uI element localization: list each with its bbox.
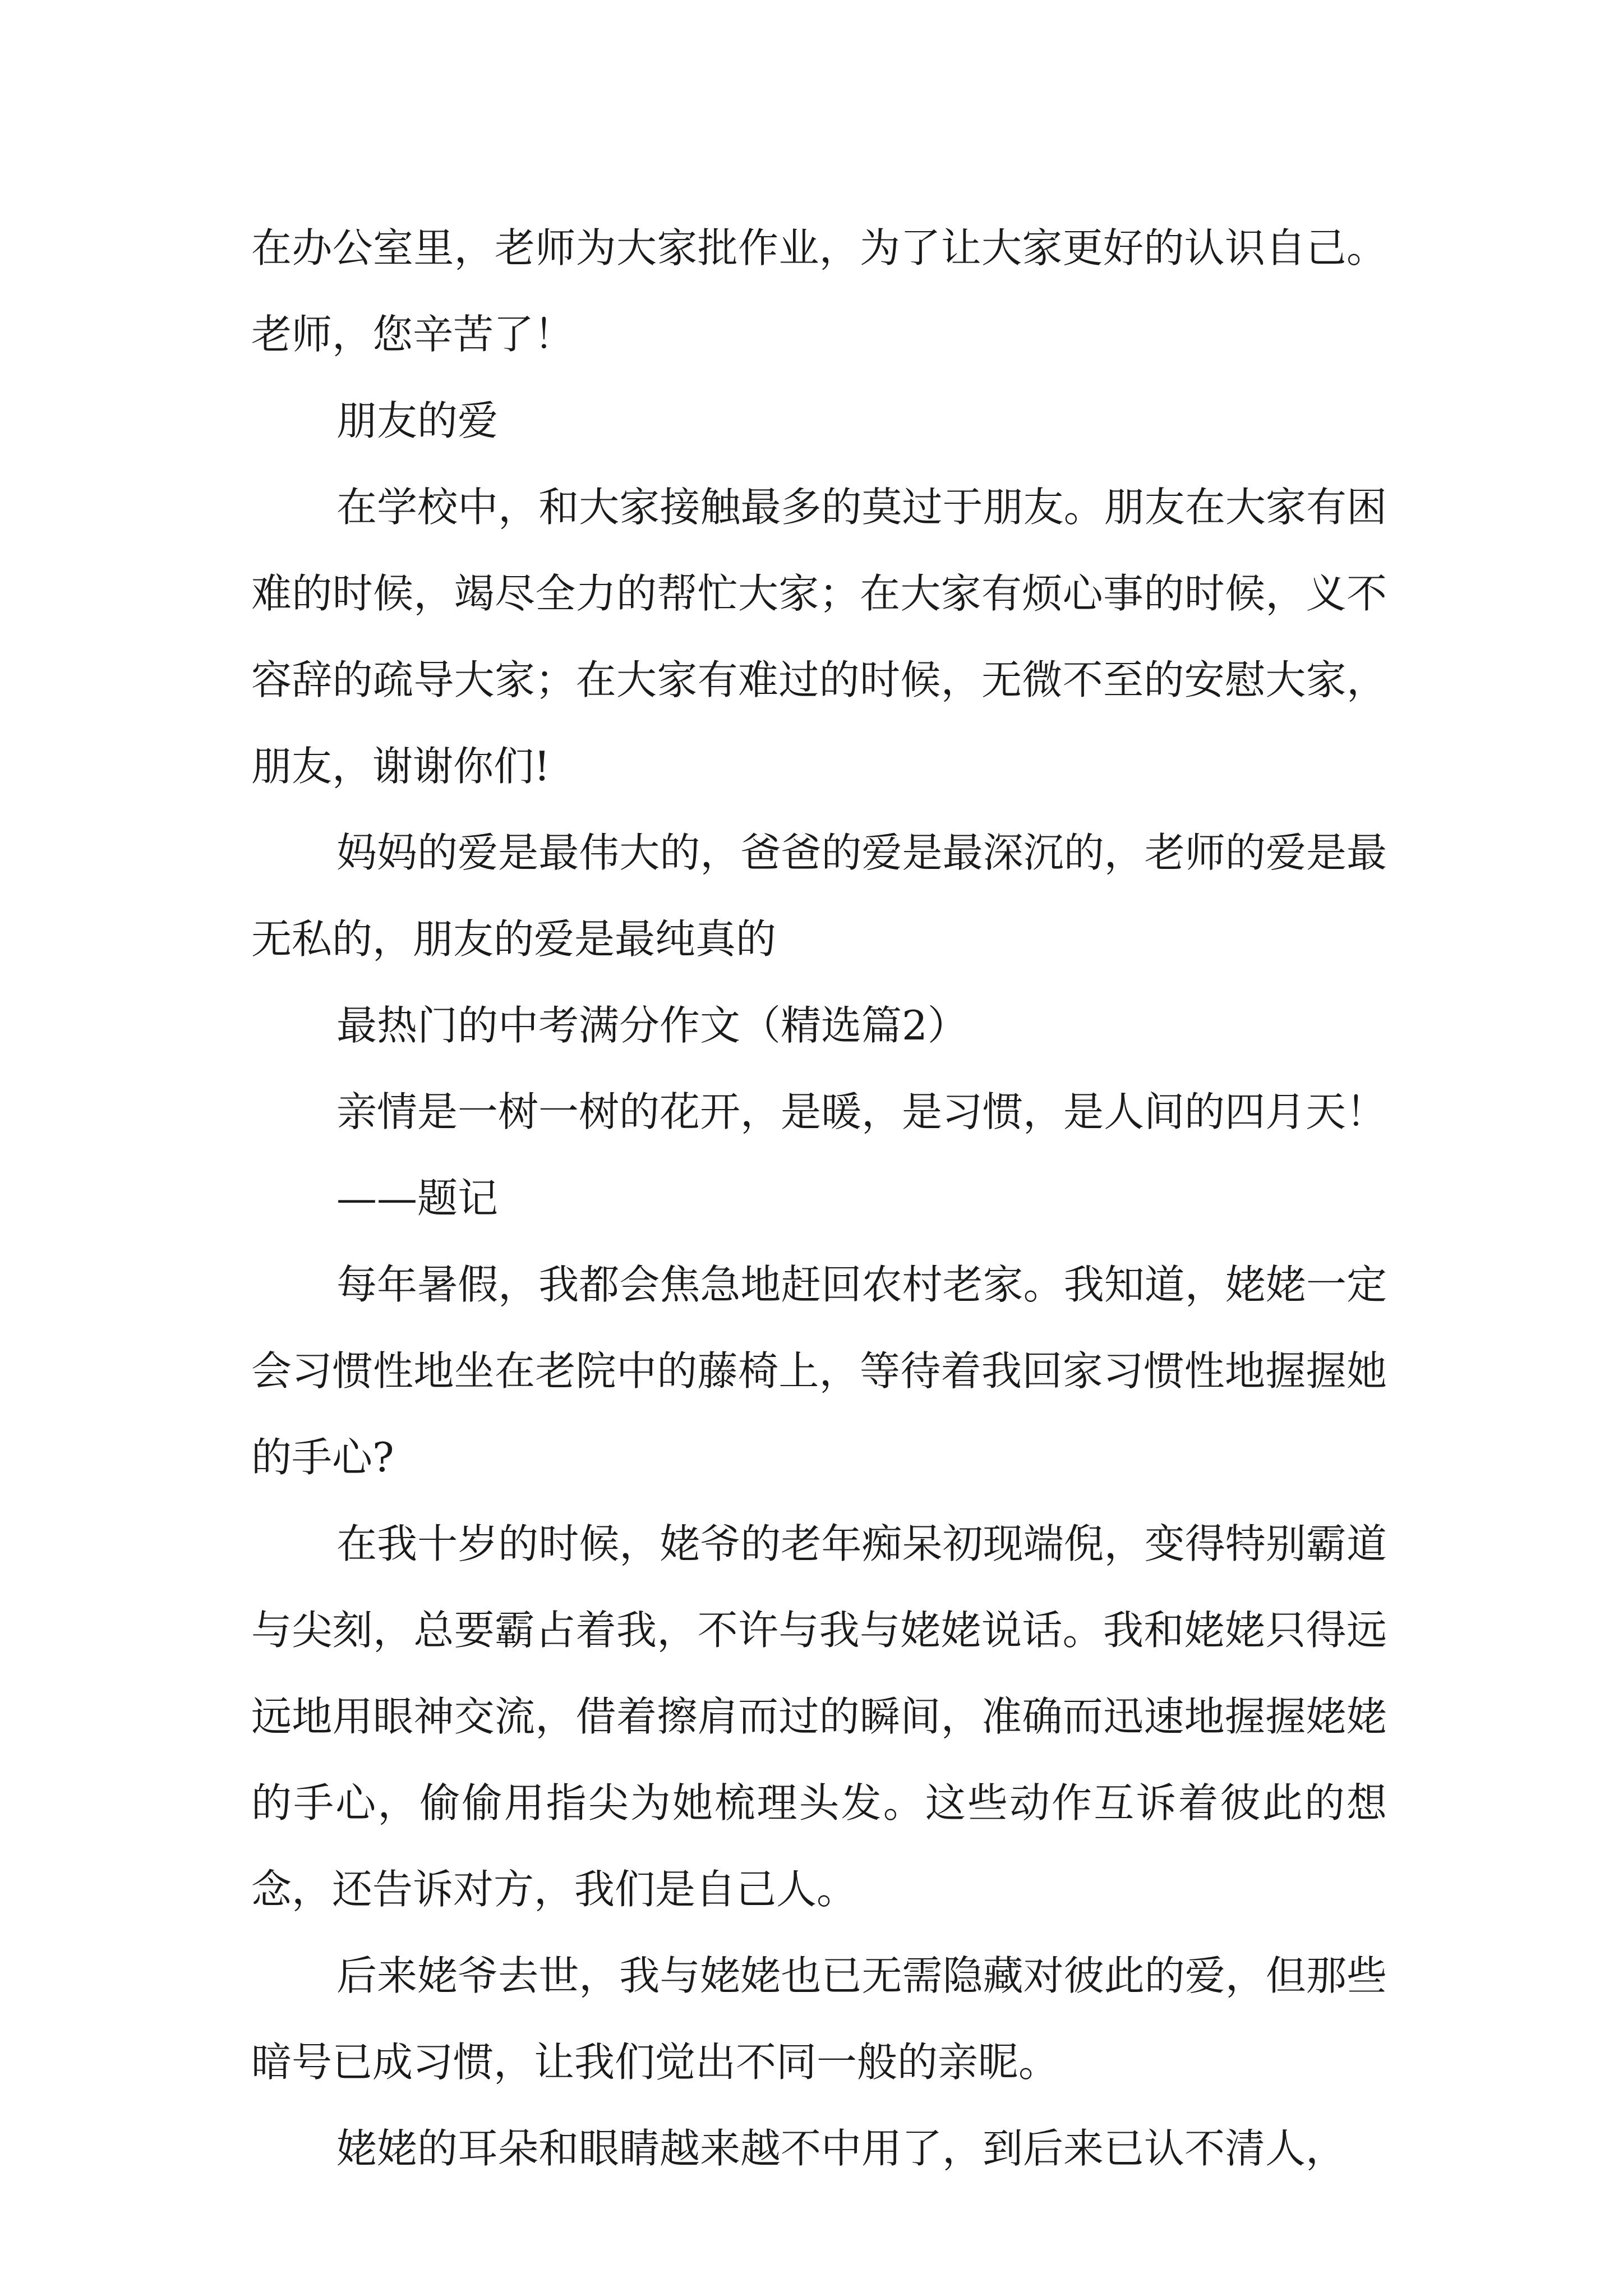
paragraph-summary: 妈妈的爱是最伟大的，爸爸的爱是最深沉的，老师的爱是最无私的，朋友的爱是最纯真的 <box>251 829 1387 963</box>
essay-title-part-2: 最热门的中考满分作文（精选篇2） <box>336 1002 968 1049</box>
paragraph-ten-years-old: 在我十岁的时候，姥爷的老年痴呆初现端倪，变得特别霸道与尖刻，总要霸占着我，不许与我与姥姥说话。我和姥姥只得远远地用眼神交流，借着擦肩而过的瞬间，准确而迅速地握握姥姥的手心，偷偷用指尖为她梳理头发。这些动作互诉着彼此的想念，还告诉对方，我们是自己人。 <box>251 1520 1387 1913</box>
paragraph-teacher-closing: 在办公室里，老师为大家批作业，为了让大家更好的认识自己。老师，您辛苦了！ <box>251 224 1387 358</box>
paragraph-grandfather-passed: 后来姥爷去世，我与姥姥也已无需隐藏对彼此的爱，但那些暗号已成习惯，让我们觉出不同一般的亲昵。 <box>251 1952 1387 2086</box>
section-heading-friends-love: 朋友的爱 <box>336 397 499 444</box>
document-body <box>251 205 1387 2192</box>
paragraph-summer-vacation: 每年暑假，我都会焦急地赶回农村老家。我知道，姥姥一定会习惯性地坐在老院中的藤椅上，等待着我回家习惯性地握握她的手心? <box>251 1261 1387 1481</box>
paragraph-grandmother-senses: 姥姥的耳朵和眼睛越来越不中用了，到后来已认不清人， <box>336 2125 1347 2172</box>
epigraph-attribution: ——题记 <box>336 1175 499 1222</box>
paragraph-friends: 在学校中，和大家接触最多的莫过于朋友。朋友在大家有困难的时候，竭尽全力的帮忙大家；在大家有烦心事的时候，义不容辞的疏导大家；在大家有难过的时候，无微不至的安慰大家，朋友，谢谢你们! <box>251 484 1387 790</box>
paragraph-epigraph: 亲情是一树一树的花开，是暖，是习惯，是人间的四月天！ <box>336 1088 1387 1135</box>
